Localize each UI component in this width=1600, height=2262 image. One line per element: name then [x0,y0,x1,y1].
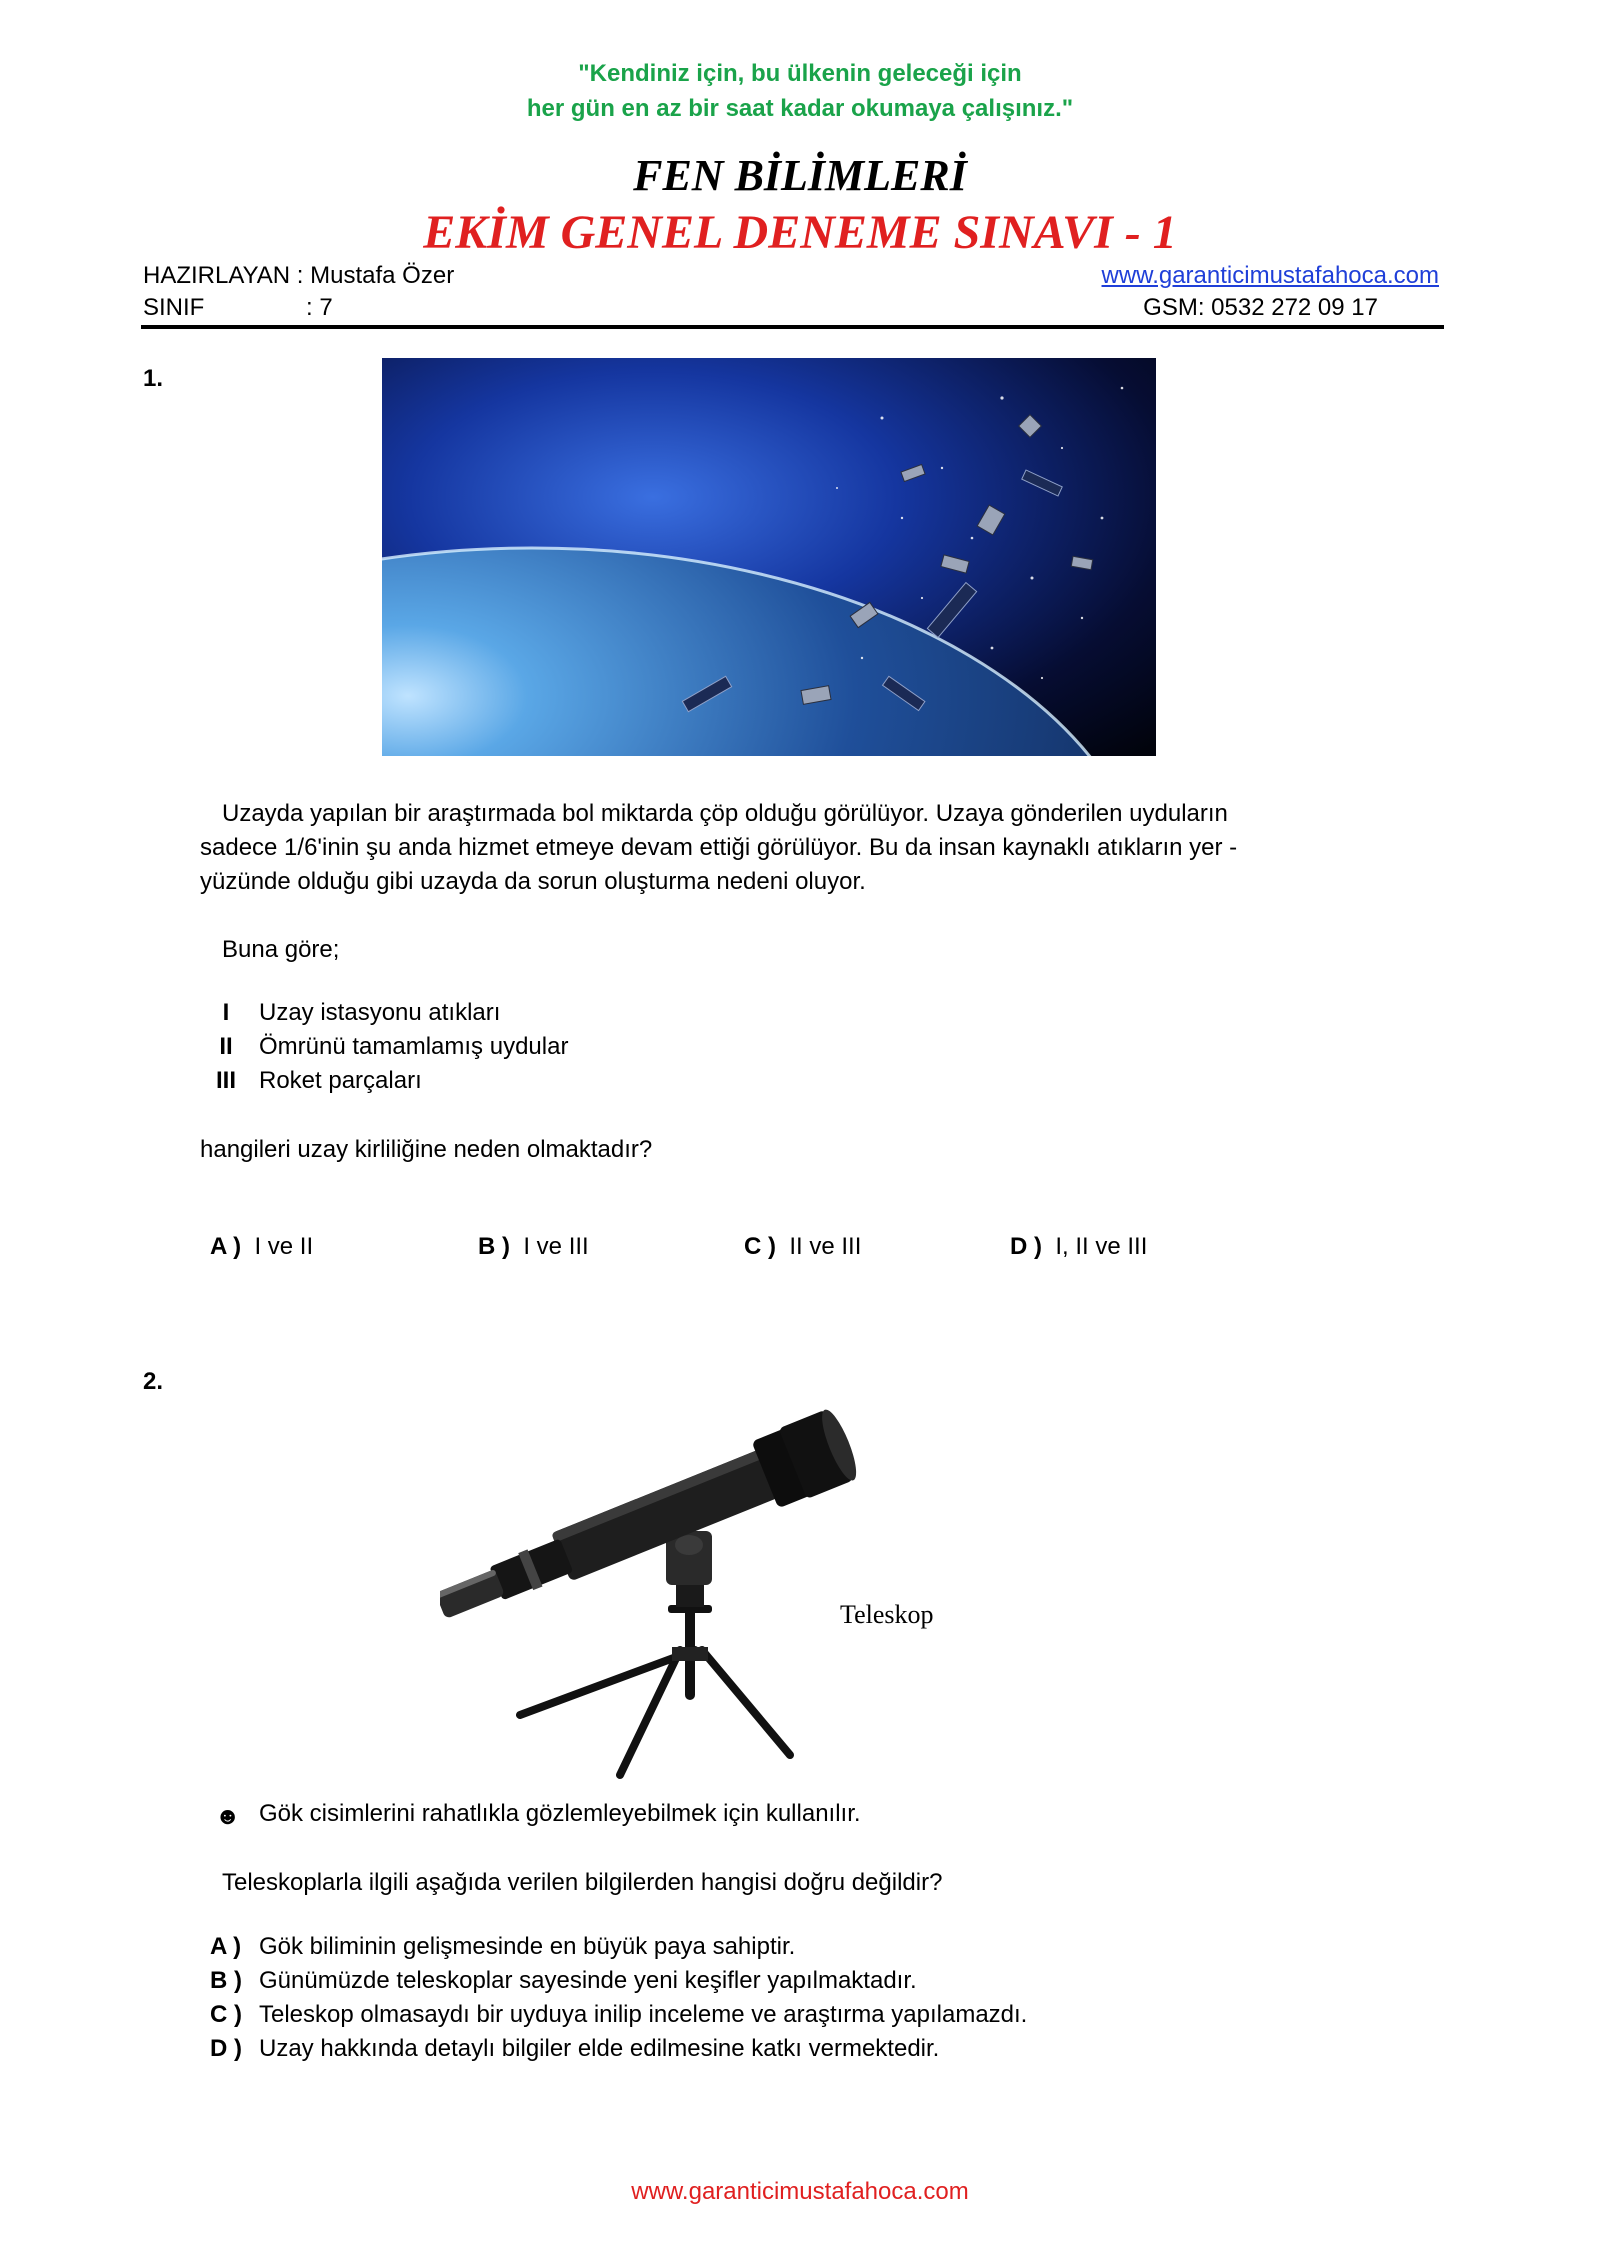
bullet-icon: ☻ [215,1803,241,1830]
header-divider [141,325,1444,329]
question-1-paragraph-line-2: sadece 1/6'inin şu anda hizmet etmeye devam ettiği görülüyor. Bu da insan kaynaklı atıkların yer - [200,834,1238,861]
header-phone: GSM: 0532 272 09 17 [1143,294,1378,321]
q2-option-c-letter[interactable]: C ) [210,2001,242,2028]
question-2-number: 2. [143,1368,164,1395]
q1-option-d-text: I, II ve III [1055,1233,1148,1260]
telescope-image [440,1355,960,1795]
q1-option-d[interactable] [1010,1233,1147,1261]
prepared-by: HAZIRLAYAN : Mustafa Özer [143,262,455,289]
space-debris-image [382,358,1156,756]
question-1-paragraph-line-1: Uzayda yapılan bir araştırmada bol miktarda çöp olduğu görülüyor. Uzaya gönderilen uyduların [222,800,1228,827]
motto-line-1: "Kendiniz için, bu ülkenin geleceği için [578,60,1022,87]
q1-option-a-text: I ve II [254,1233,314,1260]
item-3-text: Roket parçaları [259,1067,422,1094]
q2-option-a-letter[interactable]: A ) [210,1933,242,1960]
q2-option-b-letter[interactable]: B ) [210,1967,242,1994]
item-3-roman: III [215,1067,236,1094]
item-1-roman: I [222,999,230,1026]
question-1-number: 1. [143,365,164,392]
question-1-stem: hangileri uzay kirliliğine neden olmaktadır? [200,1136,653,1163]
q1-option-c-text: II ve III [789,1233,862,1260]
q1-option-b[interactable] [478,1233,589,1261]
q1-option-c-letter: C ) [744,1233,776,1260]
header-website-link[interactable]: www.garanticimustafahoca.com [1101,262,1439,289]
q1-option-d-letter: D ) [1010,1233,1042,1260]
question-2-stem: Teleskoplarla ilgili aşağıda verilen bilgilerden hangisi doğru değildir? [222,1869,943,1896]
q1-option-b-letter: B ) [478,1233,510,1260]
q1-option-b-text: I ve III [523,1233,589,1260]
q2-option-d-letter[interactable]: D ) [210,2035,242,2062]
q1-option-a[interactable] [210,1233,313,1261]
footer-website-link[interactable]: www.garanticimustafahoca.com [631,2178,969,2205]
q2-option-b-text[interactable]: Günümüzde teleskoplar sayesinde yeni keşifler yapılmaktadır. [259,1967,917,1994]
q2-option-a-text[interactable]: Gök biliminin gelişmesinde en büyük paya sahiptir. [259,1933,796,1960]
item-2-text: Ömrünü tamamlamış uydular [259,1033,569,1060]
question-1-lead: Buna göre; [222,936,340,963]
q2-option-c-text[interactable]: Teleskop olmasaydı bir uyduya inilip inceleme ve araştırma yapılamazdı. [259,2001,1028,2028]
q1-option-a-letter: A ) [210,1233,242,1260]
page-title-subject: FEN BİLİMLERİ [633,151,967,200]
question-1-paragraph-line-3: yüzünde olduğu gibi uzayda da sorun oluşturma nedeni oluyor. [200,868,866,895]
telescope-caption: Teleskop [840,1600,934,1629]
motto-line-2: her gün en az bir saat kadar okumaya çalışınız." [526,95,1074,122]
page-title-exam: EKİM GENEL DENEME SINAVI - 1 [423,206,1177,259]
item-2-roman: II [219,1033,233,1060]
class-label: SINIF [143,294,205,321]
question-2-statement: Gök cisimlerini rahatlıkla gözlemleyebilmek için kullanılır. [259,1800,861,1827]
q1-option-c[interactable] [744,1233,861,1261]
q2-option-d-text[interactable]: Uzay hakkında detaylı bilgiler elde edilmesine katkı vermektedir. [259,2035,940,2062]
item-1-text: Uzay istasyonu atıkları [259,999,501,1026]
class-value: : 7 [306,294,333,321]
